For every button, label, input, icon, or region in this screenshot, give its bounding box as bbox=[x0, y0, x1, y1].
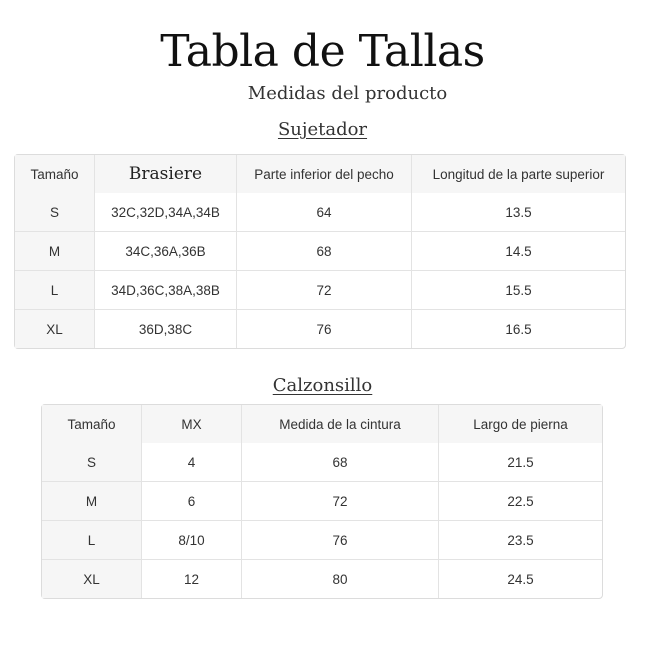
underbust-cell: 64 bbox=[237, 193, 412, 232]
table-row bbox=[42, 560, 602, 598]
bra-size-table bbox=[14, 154, 626, 349]
table-header-row bbox=[15, 155, 625, 193]
waist-cell: 68 bbox=[242, 443, 439, 482]
mx-cell: 6 bbox=[142, 482, 242, 521]
header-leg-length: Largo de pierna bbox=[439, 405, 602, 443]
leg-length-cell: 21.5 bbox=[439, 443, 602, 482]
page-subtitle: Medidas del producto bbox=[247, 83, 448, 104]
top-length-cell: 15.5 bbox=[412, 271, 625, 310]
top-length-cell: 14.5 bbox=[412, 232, 625, 271]
header-size: Tamaño bbox=[42, 405, 142, 443]
leg-length-cell: 23.5 bbox=[439, 521, 602, 560]
size-cell: L bbox=[42, 521, 142, 560]
table-header-row bbox=[42, 405, 602, 443]
cup-cell: 34C,36A,36B bbox=[95, 232, 237, 271]
top-length-cell: 13.5 bbox=[412, 193, 625, 232]
cup-cell: 34D,36C,38A,38B bbox=[95, 271, 237, 310]
waist-cell: 76 bbox=[242, 521, 439, 560]
table-row bbox=[42, 521, 602, 560]
table-row bbox=[15, 232, 625, 271]
size-cell: M bbox=[15, 232, 95, 271]
waist-cell: 72 bbox=[242, 482, 439, 521]
header-waist: Medida de la cintura bbox=[242, 405, 439, 443]
size-cell: XL bbox=[15, 310, 95, 348]
underbust-cell: 68 bbox=[237, 232, 412, 271]
size-cell: M bbox=[42, 482, 142, 521]
table-row bbox=[15, 193, 625, 232]
table-row bbox=[42, 443, 602, 482]
table-row bbox=[15, 271, 625, 310]
underbust-cell: 72 bbox=[237, 271, 412, 310]
bra-section-title: Sujetador bbox=[277, 119, 368, 140]
header-brasiere: Brasiere bbox=[95, 155, 237, 193]
table-row bbox=[15, 310, 625, 348]
leg-length-cell: 22.5 bbox=[439, 482, 602, 521]
top-length-cell: 16.5 bbox=[505, 321, 532, 337]
size-cell: S bbox=[15, 193, 95, 232]
underbust-cell: 76 bbox=[237, 310, 412, 348]
table-row bbox=[42, 482, 602, 521]
header-mx: MX bbox=[142, 405, 242, 443]
waist-cell: 80 bbox=[242, 560, 439, 598]
page-title: Tabla de Tallas bbox=[160, 26, 485, 77]
size-cell: S bbox=[42, 443, 142, 482]
header-size: Tamaño bbox=[15, 155, 95, 193]
cup-cell: 32C,32D,34A,34B bbox=[95, 193, 237, 232]
mx-cell: 12 bbox=[142, 560, 242, 598]
mx-cell: 8/10 bbox=[142, 521, 242, 560]
header-underbust: Parte inferior del pecho bbox=[237, 155, 412, 193]
size-cell: XL bbox=[42, 560, 142, 598]
leg-length-cell: 24.5 bbox=[507, 571, 534, 587]
cup-cell: 36D,38C bbox=[95, 310, 237, 348]
header-top-length: Longitud de la parte superior bbox=[412, 155, 625, 193]
size-cell: L bbox=[15, 271, 95, 310]
pants-section-title: Calzonsillo bbox=[272, 375, 373, 396]
mx-cell: 4 bbox=[142, 443, 242, 482]
pants-size-table bbox=[41, 404, 603, 599]
